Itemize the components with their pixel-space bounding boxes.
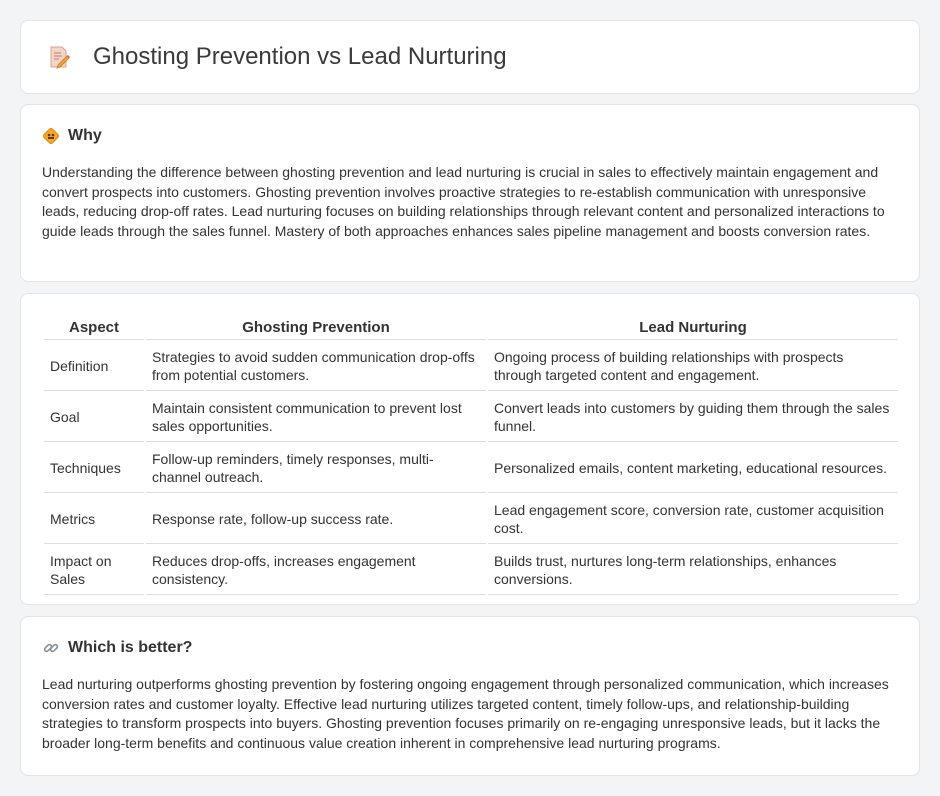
table-row [44, 546, 898, 595]
page-title: Ghosting Prevention vs Lead Nurturing [93, 43, 507, 70]
header-nurturing: Lead Nurturing [488, 314, 898, 340]
nurturing-cell: Convert leads into customers by guiding them through the sales funnel. [488, 393, 898, 442]
table-row [44, 444, 898, 493]
ghosting-cell: Strategies to avoid sudden communication drop-offs from potential customers. [146, 342, 486, 391]
title-wrap [21, 21, 919, 93]
header-ghosting: Ghosting Prevention [146, 314, 486, 340]
aspect-cell: Impact on Sales [44, 546, 144, 595]
why-heading [42, 127, 898, 145]
diamond-sign-icon [42, 127, 60, 145]
table-row [44, 495, 898, 544]
nurturing-cell: Builds trust, nurtures long-term relationships, enhances conversions. [488, 546, 898, 595]
table-row [44, 393, 898, 442]
better-heading-label: Which is better? [68, 639, 193, 656]
ghosting-cell: Maintain consistent communication to prevent lost sales opportunities. [146, 393, 486, 442]
link-icon [42, 639, 60, 657]
header-aspect: Aspect [44, 314, 144, 340]
why-heading-label: Why [68, 127, 102, 144]
why-card [20, 104, 920, 282]
aspect-cell: Goal [44, 393, 144, 442]
table-header-row [44, 314, 898, 340]
ghosting-cell: Follow-up reminders, timely responses, multi-channel outreach. [146, 444, 486, 493]
better-heading [42, 639, 898, 657]
better-card [20, 616, 920, 776]
why-paragraph: Understanding the difference between ghosting prevention and lead nurturing is crucial in sales to effectively maintain engagement and convert prospects into customers. Ghosting prevention involves proactive strategies to re-establish communication with unresponsive leads, reducing drop-off rates. Lead nurturing focuses on building relationships through relevant content and personalized interactions to guide leads through the sales funnel. Mastery of both approaches enhances sales pipeline management and boosts conversion rates. [42, 164, 885, 239]
comparison-card [20, 293, 920, 605]
header-card [20, 20, 920, 94]
comparison-table [42, 312, 900, 597]
table-row [44, 342, 898, 391]
nurturing-cell: Ongoing process of building relationships with prospects through targeted content and engagement. [488, 342, 898, 391]
document-pencil-icon [47, 45, 71, 69]
nurturing-cell: Lead engagement score, conversion rate, customer acquisition cost. [488, 495, 898, 544]
aspect-cell: Techniques [44, 444, 144, 493]
ghosting-cell: Response rate, follow-up success rate. [146, 495, 486, 544]
better-paragraph: Lead nurturing outperforms ghosting prevention by fostering ongoing engagement through personalized communication, which increases conversion rates and customer loyalty. Effective lead nurturing utilizes targeted content, timely follow-ups, and relationship-building strategies to transform prospects into buyers. Ghosting prevention focuses primarily on re-engaging unresponsive leads, but it lacks the broader long-term benefits and continuous value creation inherent in comprehensive lead nurturing programs. [42, 676, 889, 751]
ghosting-cell: Reduces drop-offs, increases engagement consistency. [146, 546, 486, 595]
aspect-cell: Metrics [44, 495, 144, 544]
nurturing-cell: Personalized emails, content marketing, educational resources. [488, 444, 898, 493]
aspect-cell: Definition [44, 342, 144, 391]
